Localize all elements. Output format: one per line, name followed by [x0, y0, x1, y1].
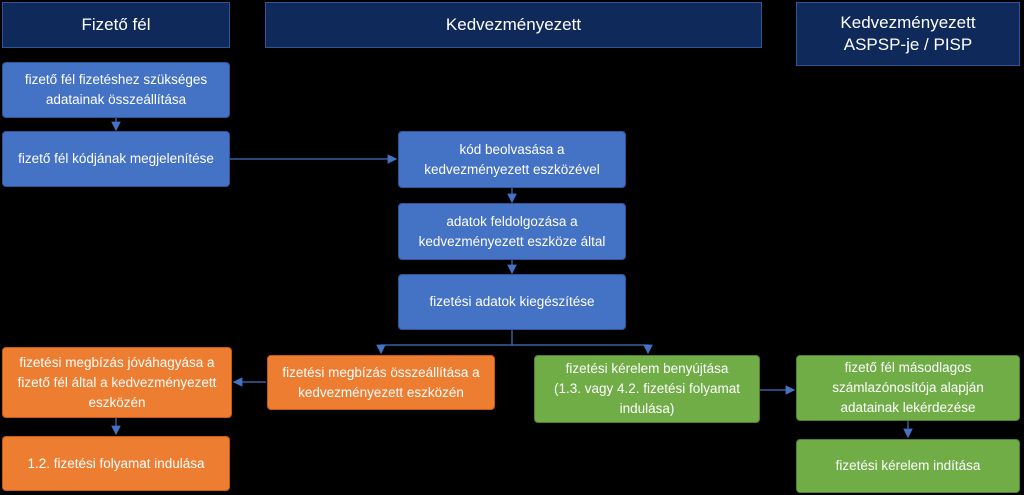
lane-header-payee: Kedvezményezett — [265, 2, 762, 48]
step-start-flow-12: 1.2. fizetési folyamat indulása — [2, 436, 230, 491]
step-submit-request: fizetési kérelem benyújtása (1.3. vagy 4.2. fizetési folyamat indulása) — [534, 355, 760, 423]
lane-header-aspsp: Kedvezményezett ASPSP-je / PISP — [796, 2, 1020, 66]
step-query-secondary: fizető fél másodlagos számlazónosítója alapján adatainak lekérdezése — [796, 355, 1020, 421]
lane-header-payer: Fizető fél — [2, 2, 230, 48]
step-scan-code: kód beolvasása a kedvezményezett eszközével — [398, 131, 626, 188]
step-initiate-request: fizetési kérelem indítása — [796, 439, 1020, 493]
step-process-data: adatok feldolgozása a kedvezményezett eszköze által — [398, 203, 626, 260]
step-approve-order: fizetési megbízás jóváhagyása a fizető fél által a kedvezményezett eszközén — [2, 347, 232, 418]
step-payer-data: fizető fél fizetéshez szükséges adatainak összeállítása — [2, 62, 230, 118]
step-complete-data: fizetési adatok kiegészítése — [398, 274, 626, 330]
arrow-complete-to-submit — [512, 345, 648, 353]
arrow-complete-split — [381, 330, 512, 353]
step-payer-code: fizető fél kódjának megjelenítése — [2, 131, 230, 187]
step-compile-order: fizetési megbízás összeállítása a kedvezményezett eszközén — [267, 355, 495, 410]
